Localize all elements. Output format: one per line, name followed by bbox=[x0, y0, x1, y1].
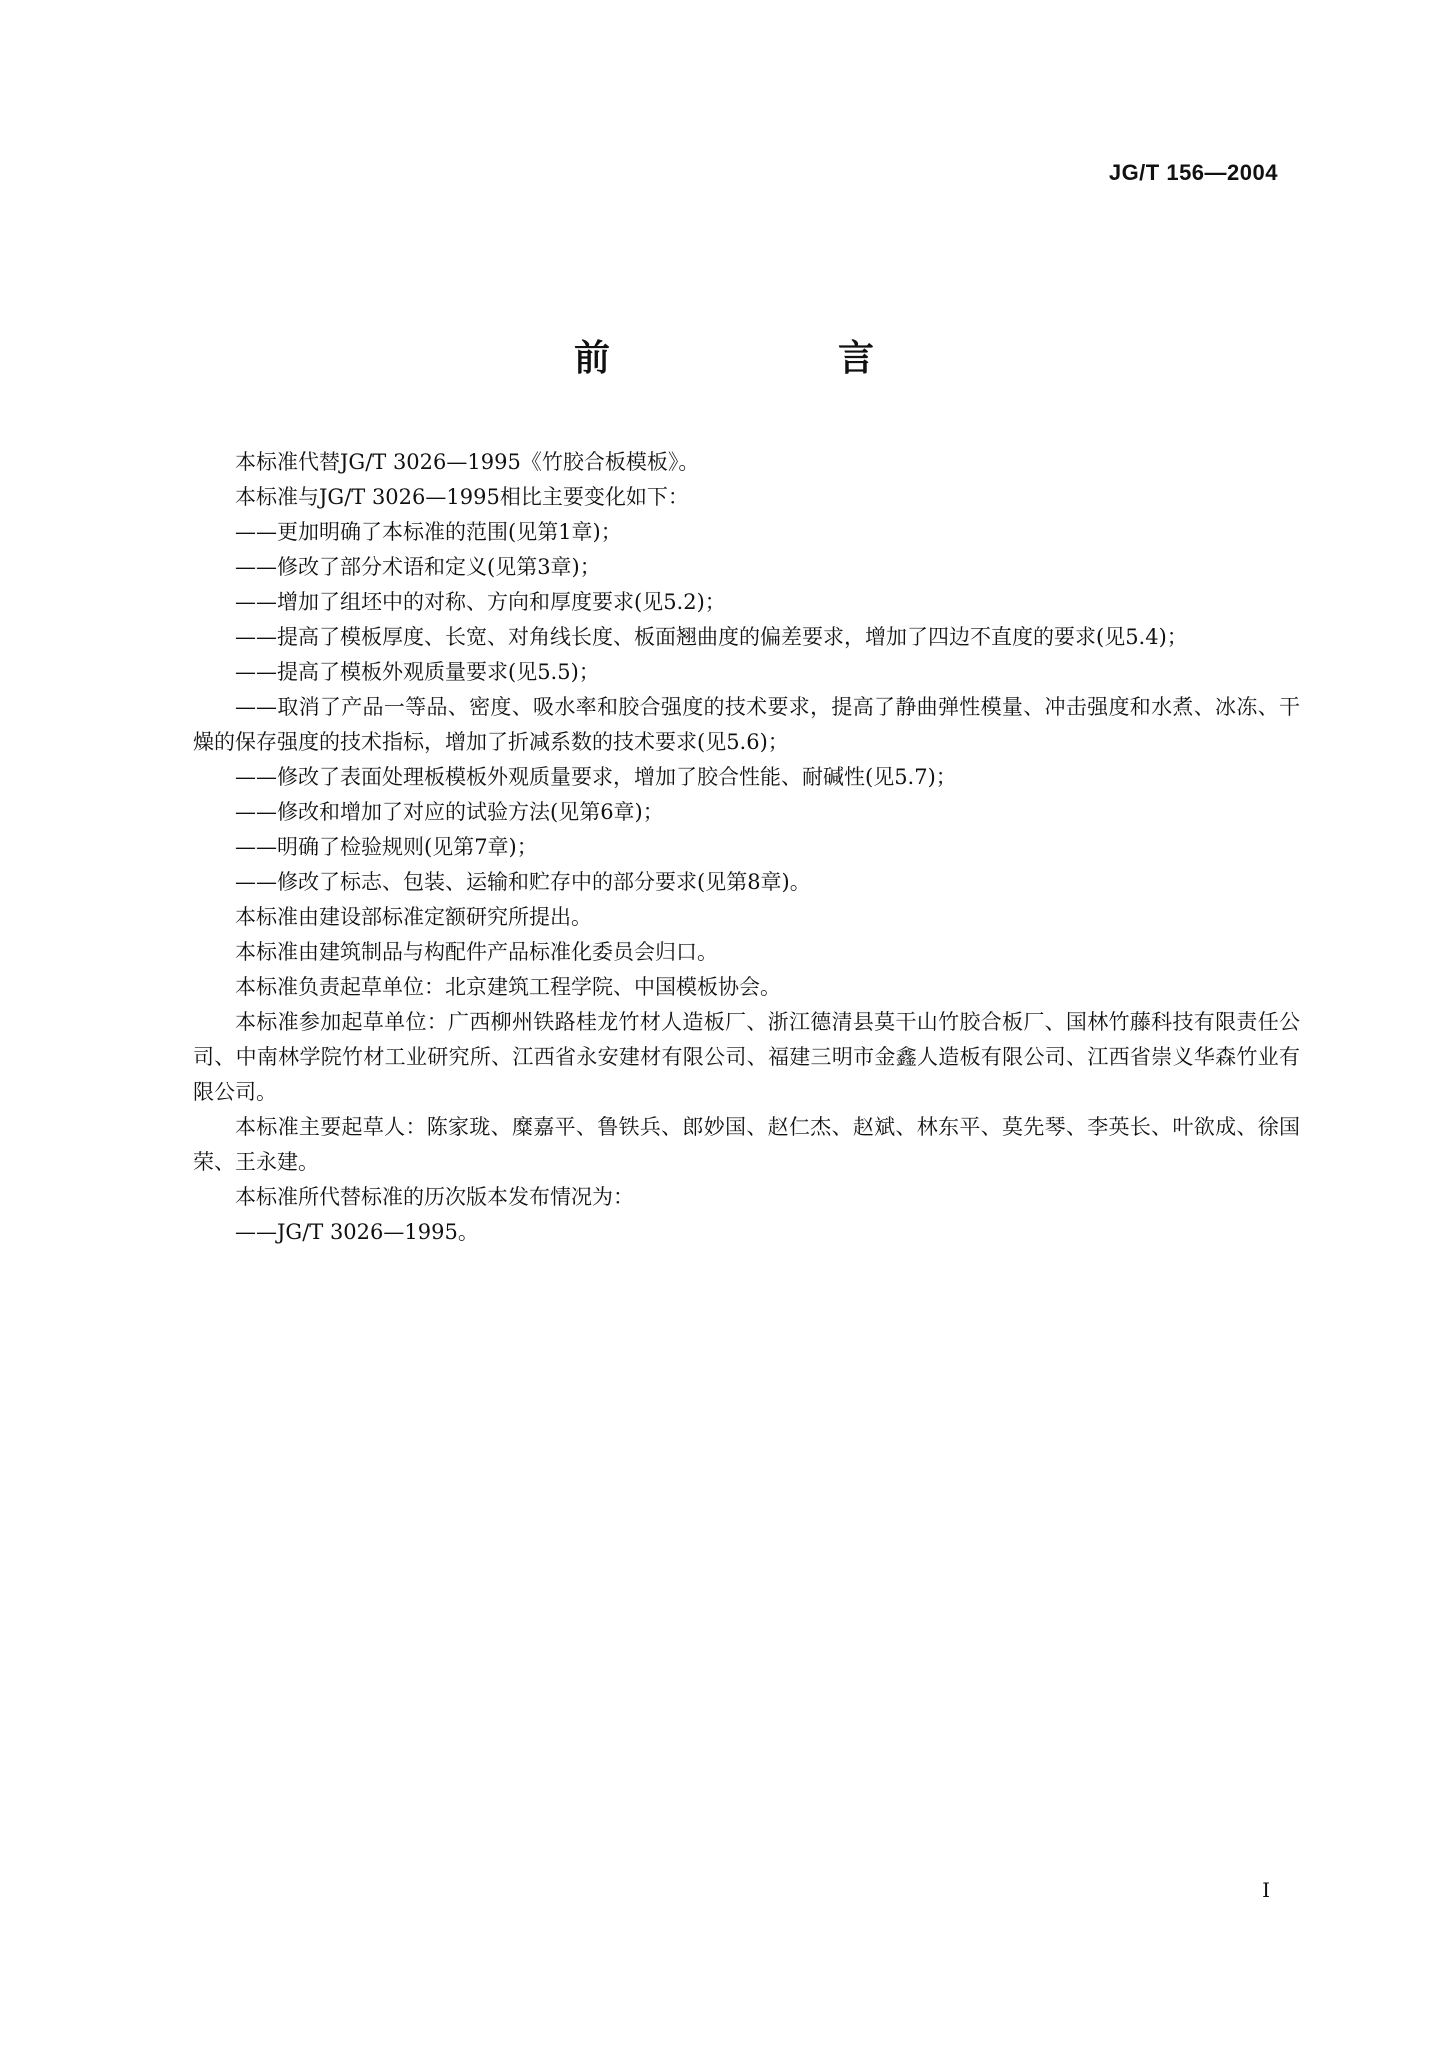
paragraph-previous-editions: 本标准所代替标准的历次版本发布情况为： bbox=[235, 1185, 634, 1209]
paragraph-under-jurisdiction: 本标准由建筑制品与构配件产品标准化委员会归口。 bbox=[235, 940, 718, 964]
change-item-marking: ——修改了标志、包装、运输和贮存中的部分要求(见第8章)。 bbox=[235, 870, 811, 894]
paragraph-drafting-unit: 本标准负责起草单位：北京建筑工程学院、中国模板协会。 bbox=[235, 975, 781, 999]
change-item-scope: ——更加明确了本标准的范围(见第1章)； bbox=[235, 520, 622, 544]
change-item-surface: ——修改了表面处理板模板外观质量要求，增加了胶合性能、耐碱性(见5.7)； bbox=[235, 765, 957, 789]
change-item-appearance: ——提高了模板外观质量要求(见5.5)； bbox=[235, 660, 600, 684]
change-item-test-methods: ——修改和增加了对应的试验方法(见第6章)； bbox=[235, 800, 664, 824]
change-item-inspection: ——明确了检验规则(见第7章)； bbox=[235, 835, 538, 859]
page-number: I bbox=[1262, 1878, 1270, 1902]
change-item-terms: ——修改了部分术语和定义(见第3章)； bbox=[235, 555, 601, 579]
paragraph-changes-intro: 本标准与JG/T 3026—1995相比主要变化如下： bbox=[235, 485, 689, 509]
change-item-technical: ——取消了产品一等品、密度、吸水率和胶合强度的技术要求，提高了静曲弹性模量、冲击强度和水煮、冰冻、干燥的保存强度的技术指标，增加了折减系数的技术要求(见5.6)； bbox=[193, 695, 1300, 754]
page-title: 前 言 bbox=[573, 338, 970, 379]
paragraph-proposed-by: 本标准由建设部标准定额研究所提出。 bbox=[235, 905, 592, 929]
previous-edition-item: ——JG/T 3026—1995。 bbox=[235, 1220, 479, 1244]
change-item-assembly: ——增加了组坯中的对称、方向和厚度要求(见5.2)； bbox=[235, 590, 726, 614]
paragraph-participating-units: 本标准参加起草单位：广西柳州铁路桂龙竹材人造板厂、浙江德清县莫干山竹胶合板厂、国林竹藤科技有限责任公司、中南林学院竹材工业研究所、江西省永安建材有限公司、福建三明市金鑫人造板有限公司、江西省崇义华森竹业有限公司。 bbox=[193, 1010, 1300, 1104]
preface-body bbox=[193, 445, 1300, 1250]
paragraph-main-drafters: 本标准主要起草人：陈家珑、糜嘉平、鲁铁兵、郎妙国、赵仁杰、赵斌、林东平、莫先琴、李英长、叶欲成、徐国荣、王永建。 bbox=[193, 1115, 1300, 1174]
standard-code: JG/T 156—2004 bbox=[1108, 160, 1278, 185]
change-item-tolerances: ——提高了模板厚度、长宽、对角线长度、板面翘曲度的偏差要求，增加了四边不直度的要求(见5.4)； bbox=[235, 625, 1188, 649]
paragraph-replaces: 本标准代替JG/T 3026—1995《竹胶合板模板》。 bbox=[235, 450, 700, 474]
